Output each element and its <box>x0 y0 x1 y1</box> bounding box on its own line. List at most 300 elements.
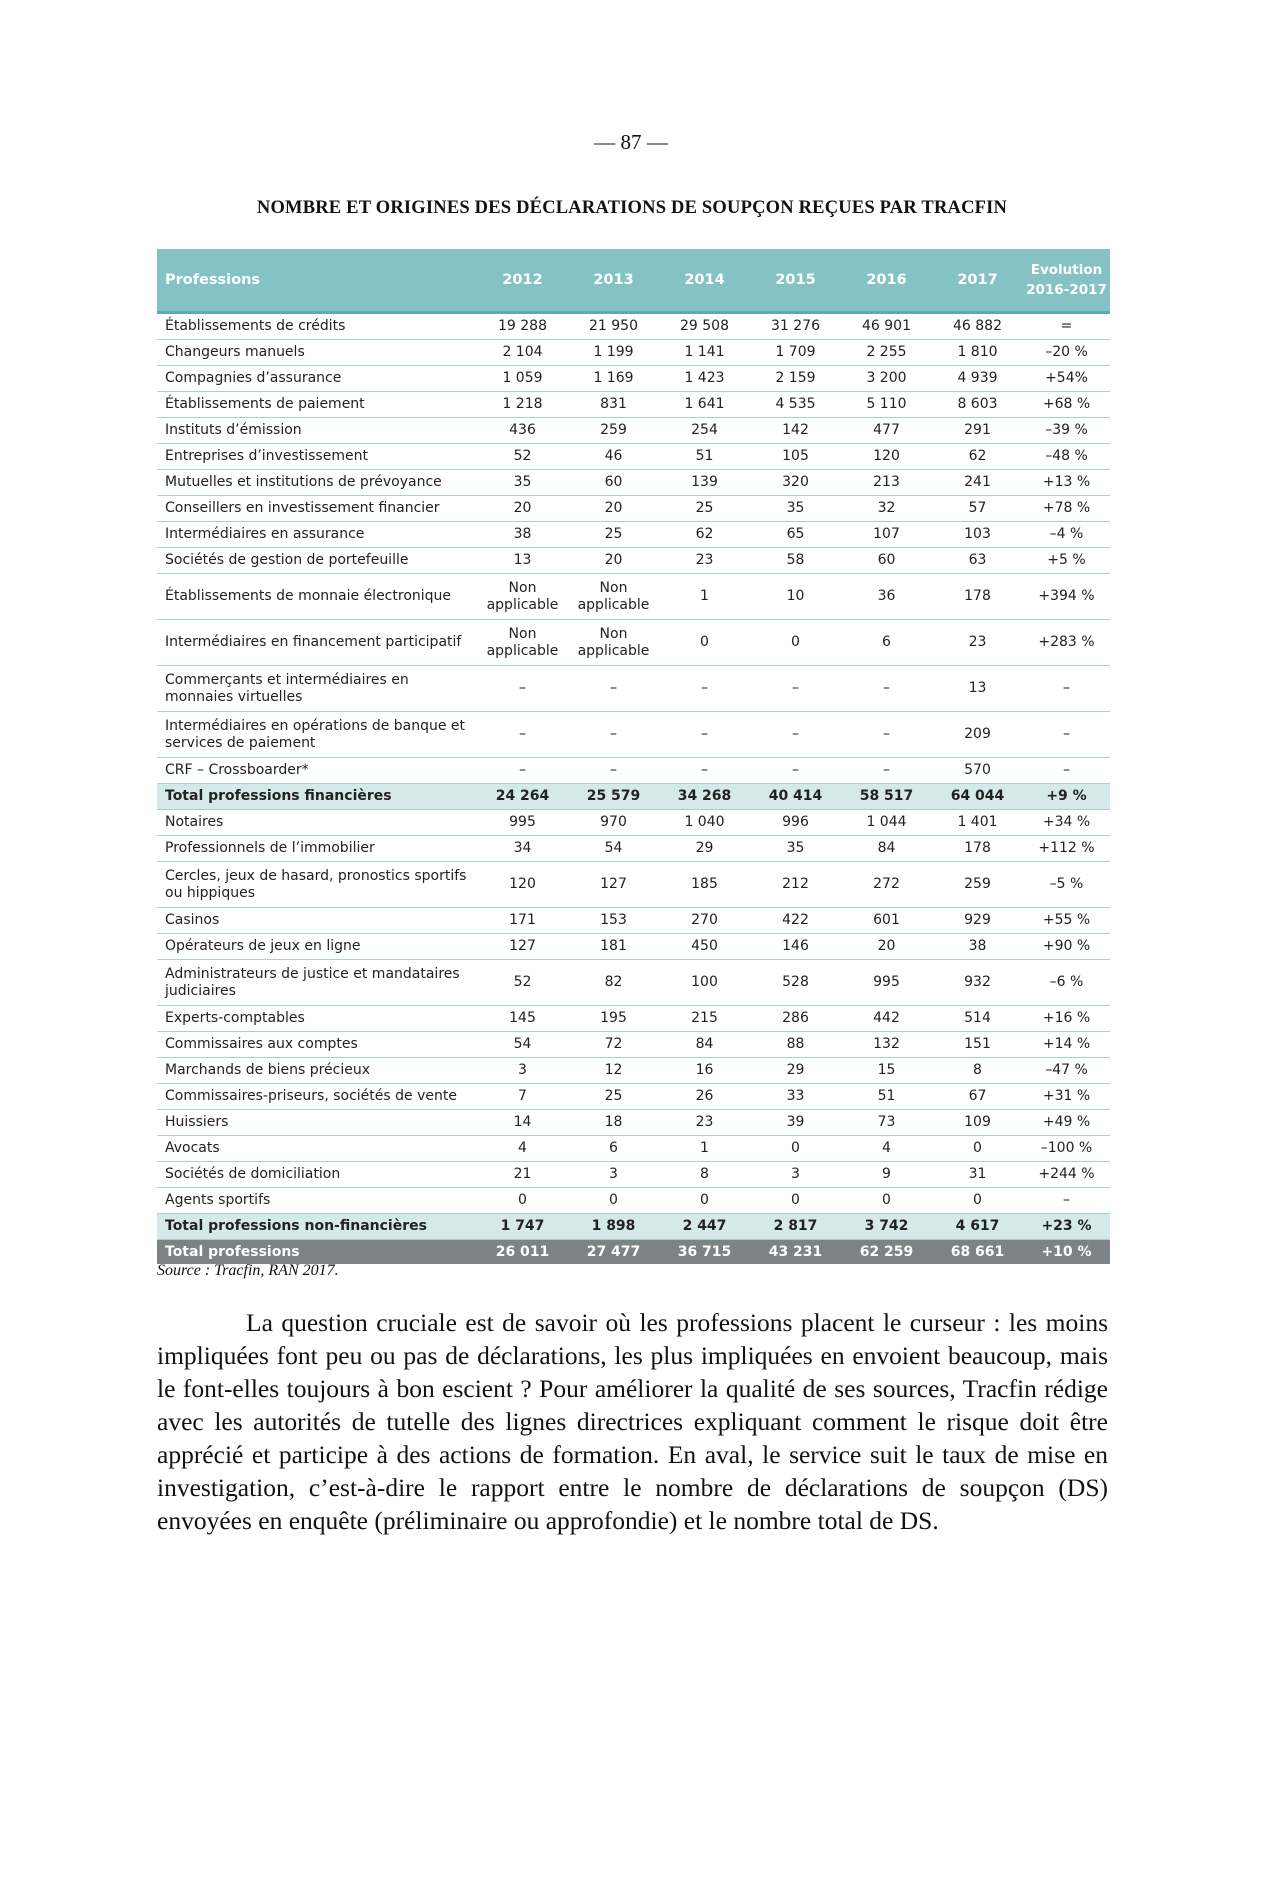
value-cell: 995 <box>841 960 932 1006</box>
value-cell: 132 <box>841 1032 932 1058</box>
value-cell: 254 <box>659 418 750 444</box>
value-cell: 26 011 <box>477 1240 568 1265</box>
profession-cell: Entreprises d’investissement <box>157 444 477 470</box>
value-cell: 151 <box>932 1032 1023 1058</box>
profession-cell: Instituts d’émission <box>157 418 477 444</box>
value-cell: 127 <box>568 862 659 908</box>
evolution-cell: –5 % <box>1023 862 1110 908</box>
value-cell: 601 <box>841 908 932 934</box>
value-cell: 436 <box>477 418 568 444</box>
table-row <box>157 1084 1110 1110</box>
profession-cell: Commerçants et intermédiaires en monnaies virtuelles <box>157 666 477 712</box>
value-cell: 0 <box>841 1188 932 1214</box>
value-cell: – <box>477 758 568 784</box>
profession-cell: Commissaires-priseurs, sociétés de vente <box>157 1084 477 1110</box>
value-cell: 995 <box>477 810 568 836</box>
value-cell: 570 <box>932 758 1023 784</box>
value-cell: 145 <box>477 1006 568 1032</box>
evolution-cell: +55 % <box>1023 908 1110 934</box>
value-cell: 1 401 <box>932 810 1023 836</box>
table-title: NOMBRE ET ORIGINES DES DÉCLARATIONS DE SOUPÇON REÇUES PAR TRACFIN <box>256 198 1008 218</box>
value-cell: 213 <box>841 470 932 496</box>
value-cell: 2 447 <box>659 1214 750 1240</box>
value-cell: 3 <box>568 1162 659 1188</box>
value-cell: 57 <box>932 496 1023 522</box>
value-cell: 25 <box>568 1084 659 1110</box>
value-cell: 25 <box>568 522 659 548</box>
value-cell: 31 <box>932 1162 1023 1188</box>
value-cell: 8 <box>659 1162 750 1188</box>
value-cell: 21 <box>477 1162 568 1188</box>
value-cell: 477 <box>841 418 932 444</box>
profession-cell: Avocats <box>157 1136 477 1162</box>
evolution-cell: +34 % <box>1023 810 1110 836</box>
value-cell: 63 <box>932 548 1023 574</box>
value-cell: 8 603 <box>932 392 1023 418</box>
value-cell: 2 159 <box>750 366 841 392</box>
header-2015: 2015 <box>750 249 841 313</box>
value-cell: 35 <box>750 836 841 862</box>
value-cell: 1 141 <box>659 340 750 366</box>
value-cell: 105 <box>750 444 841 470</box>
value-cell: 5 110 <box>841 392 932 418</box>
table-row <box>157 712 1110 758</box>
value-cell: 171 <box>477 908 568 934</box>
evolution-cell: +14 % <box>1023 1032 1110 1058</box>
value-cell: 14 <box>477 1110 568 1136</box>
value-cell: 2 817 <box>750 1214 841 1240</box>
profession-cell: Total professions <box>157 1240 477 1265</box>
profession-cell: Total professions non-financières <box>157 1214 477 1240</box>
evolution-cell: –20 % <box>1023 340 1110 366</box>
value-cell: Non applicable <box>477 620 568 666</box>
evolution-cell: +54% <box>1023 366 1110 392</box>
value-cell: 185 <box>659 862 750 908</box>
value-cell: 4 <box>841 1136 932 1162</box>
table-row <box>157 340 1110 366</box>
value-cell: 52 <box>477 960 568 1006</box>
value-cell: 178 <box>932 836 1023 862</box>
value-cell: 65 <box>750 522 841 548</box>
value-cell: 970 <box>568 810 659 836</box>
profession-cell: Établissements de monnaie électronique <box>157 574 477 620</box>
profession-cell: Changeurs manuels <box>157 340 477 366</box>
value-cell: 26 <box>659 1084 750 1110</box>
evolution-cell: – <box>1023 1188 1110 1214</box>
profession-cell: Sociétés de gestion de portefeuille <box>157 548 477 574</box>
total-all-row <box>157 1240 1110 1265</box>
value-cell: 10 <box>750 574 841 620</box>
value-cell: 62 <box>932 444 1023 470</box>
value-cell: 0 <box>659 620 750 666</box>
profession-cell: Professionnels de l’immobilier <box>157 836 477 862</box>
value-cell: 23 <box>659 1110 750 1136</box>
value-cell: 1 709 <box>750 340 841 366</box>
table-row <box>157 470 1110 496</box>
evolution-cell: – <box>1023 712 1110 758</box>
value-cell: 21 950 <box>568 313 659 340</box>
table-header-row <box>157 249 1110 313</box>
value-cell: 6 <box>841 620 932 666</box>
value-cell: 1 898 <box>568 1214 659 1240</box>
value-cell: 1 040 <box>659 810 750 836</box>
table-row <box>157 548 1110 574</box>
value-cell: 40 414 <box>750 784 841 810</box>
header-2014: 2014 <box>659 249 750 313</box>
evolution-cell: +31 % <box>1023 1084 1110 1110</box>
profession-cell: Intermédiaires en assurance <box>157 522 477 548</box>
table-row <box>157 392 1110 418</box>
value-cell: Non applicable <box>568 574 659 620</box>
value-cell: 442 <box>841 1006 932 1032</box>
value-cell: 1 747 <box>477 1214 568 1240</box>
value-cell: 4 617 <box>932 1214 1023 1240</box>
value-cell: 178 <box>932 574 1023 620</box>
value-cell: 51 <box>841 1084 932 1110</box>
table-row <box>157 1058 1110 1084</box>
evolution-cell: +90 % <box>1023 934 1110 960</box>
value-cell: 7 <box>477 1084 568 1110</box>
value-cell: 36 <box>841 574 932 620</box>
value-cell: 212 <box>750 862 841 908</box>
evolution-cell: +394 % <box>1023 574 1110 620</box>
value-cell: 1 <box>659 1136 750 1162</box>
value-cell: 51 <box>659 444 750 470</box>
value-cell: 62 259 <box>841 1240 932 1265</box>
value-cell: 27 477 <box>568 1240 659 1265</box>
value-cell: 1 423 <box>659 366 750 392</box>
value-cell: 8 <box>932 1058 1023 1084</box>
value-cell: 286 <box>750 1006 841 1032</box>
table-row <box>157 758 1110 784</box>
table-row <box>157 1110 1110 1136</box>
value-cell: 109 <box>932 1110 1023 1136</box>
value-cell: 0 <box>750 620 841 666</box>
evolution-cell: – <box>1023 758 1110 784</box>
declarations-table <box>157 249 1110 1264</box>
header-professions: Professions <box>157 249 477 313</box>
value-cell: 60 <box>568 470 659 496</box>
table-row <box>157 908 1110 934</box>
value-cell: 13 <box>932 666 1023 712</box>
value-cell: – <box>477 712 568 758</box>
evolution-cell: +68 % <box>1023 392 1110 418</box>
value-cell: 25 579 <box>568 784 659 810</box>
table-row <box>157 1006 1110 1032</box>
value-cell: 127 <box>477 934 568 960</box>
value-cell: 153 <box>568 908 659 934</box>
evolution-cell: +112 % <box>1023 836 1110 862</box>
value-cell: 422 <box>750 908 841 934</box>
value-cell: 84 <box>659 1032 750 1058</box>
value-cell: 0 <box>750 1136 841 1162</box>
table-row <box>157 444 1110 470</box>
value-cell: 139 <box>659 470 750 496</box>
value-cell: 19 288 <box>477 313 568 340</box>
value-cell: 60 <box>841 548 932 574</box>
value-cell: Non applicable <box>477 574 568 620</box>
value-cell: 46 <box>568 444 659 470</box>
value-cell: 272 <box>841 862 932 908</box>
value-cell: 450 <box>659 934 750 960</box>
value-cell: – <box>568 666 659 712</box>
value-cell: – <box>750 758 841 784</box>
value-cell: 0 <box>477 1188 568 1214</box>
value-cell: 932 <box>932 960 1023 1006</box>
value-cell: 1 044 <box>841 810 932 836</box>
table-row <box>157 666 1110 712</box>
value-cell: 68 661 <box>932 1240 1023 1265</box>
value-cell: 259 <box>932 862 1023 908</box>
value-cell: 1 641 <box>659 392 750 418</box>
value-cell: 36 715 <box>659 1240 750 1265</box>
profession-cell: Compagnies d’assurance <box>157 366 477 392</box>
header-evolution: Evolution 2016-2017 <box>1023 249 1110 313</box>
value-cell: 64 044 <box>932 784 1023 810</box>
value-cell: 13 <box>477 548 568 574</box>
value-cell: 52 <box>477 444 568 470</box>
profession-cell: Sociétés de domiciliation <box>157 1162 477 1188</box>
profession-cell: Établissements de paiement <box>157 392 477 418</box>
table-body <box>157 313 1110 1265</box>
table-row <box>157 810 1110 836</box>
evolution-cell: –39 % <box>1023 418 1110 444</box>
value-cell: 62 <box>659 522 750 548</box>
value-cell: – <box>750 666 841 712</box>
value-cell: 18 <box>568 1110 659 1136</box>
value-cell: 120 <box>477 862 568 908</box>
value-cell: 35 <box>477 470 568 496</box>
profession-cell: Agents sportifs <box>157 1188 477 1214</box>
value-cell: 20 <box>841 934 932 960</box>
value-cell: – <box>659 666 750 712</box>
table-row <box>157 574 1110 620</box>
profession-cell: Casinos <box>157 908 477 934</box>
value-cell: 38 <box>932 934 1023 960</box>
value-cell: 0 <box>932 1188 1023 1214</box>
profession-cell: Cercles, jeux de hasard, pronostics sportifs ou hippiques <box>157 862 477 908</box>
value-cell: 215 <box>659 1006 750 1032</box>
value-cell: 20 <box>568 548 659 574</box>
value-cell: 73 <box>841 1110 932 1136</box>
value-cell: – <box>841 712 932 758</box>
page-number: — 87 — <box>594 130 668 154</box>
evolution-cell: –48 % <box>1023 444 1110 470</box>
evolution-cell: +5 % <box>1023 548 1110 574</box>
table-row <box>157 1162 1110 1188</box>
value-cell: 20 <box>568 496 659 522</box>
value-cell: 23 <box>659 548 750 574</box>
value-cell: 209 <box>932 712 1023 758</box>
profession-cell: Huissiers <box>157 1110 477 1136</box>
value-cell: 34 268 <box>659 784 750 810</box>
value-cell: 38 <box>477 522 568 548</box>
declarations-table-container <box>157 249 1110 1264</box>
table-row <box>157 862 1110 908</box>
value-cell: 996 <box>750 810 841 836</box>
value-cell: 35 <box>750 496 841 522</box>
profession-cell: Intermédiaires en opérations de banque et services de paiement <box>157 712 477 758</box>
value-cell: 34 <box>477 836 568 862</box>
value-cell: 6 <box>568 1136 659 1162</box>
profession-cell: Administrateurs de justice et mandataires judiciaires <box>157 960 477 1006</box>
evolution-cell: +13 % <box>1023 470 1110 496</box>
value-cell: 0 <box>750 1188 841 1214</box>
table-row <box>157 522 1110 548</box>
value-cell: 929 <box>932 908 1023 934</box>
value-cell: 528 <box>750 960 841 1006</box>
value-cell: 72 <box>568 1032 659 1058</box>
profession-cell: Experts-comptables <box>157 1006 477 1032</box>
value-cell: – <box>841 666 932 712</box>
table-row <box>157 1188 1110 1214</box>
value-cell: 25 <box>659 496 750 522</box>
table-row <box>157 960 1110 1006</box>
value-cell: 32 <box>841 496 932 522</box>
value-cell: – <box>659 758 750 784</box>
value-cell: 1 218 <box>477 392 568 418</box>
value-cell: 3 <box>750 1162 841 1188</box>
evolution-cell: – <box>1023 666 1110 712</box>
source-note: Source : Tracfin, RAN 2017. <box>157 1262 339 1279</box>
value-cell: 831 <box>568 392 659 418</box>
value-cell: – <box>568 712 659 758</box>
evolution-cell: +23 % <box>1023 1214 1110 1240</box>
value-cell: 142 <box>750 418 841 444</box>
table-row <box>157 934 1110 960</box>
evolution-cell: +78 % <box>1023 496 1110 522</box>
total-fin-row <box>157 784 1110 810</box>
profession-cell: Conseillers en investissement financier <box>157 496 477 522</box>
profession-cell: Marchands de biens précieux <box>157 1058 477 1084</box>
value-cell: 20 <box>477 496 568 522</box>
value-cell: 514 <box>932 1006 1023 1032</box>
value-cell: 291 <box>932 418 1023 444</box>
value-cell: 2 255 <box>841 340 932 366</box>
value-cell: 0 <box>568 1188 659 1214</box>
header-2012: 2012 <box>477 249 568 313</box>
value-cell: 107 <box>841 522 932 548</box>
table-row <box>157 620 1110 666</box>
value-cell: 2 104 <box>477 340 568 366</box>
value-cell: 3 742 <box>841 1214 932 1240</box>
profession-cell: Intermédiaires en financement participatif <box>157 620 477 666</box>
value-cell: 31 276 <box>750 313 841 340</box>
value-cell: 270 <box>659 908 750 934</box>
value-cell: 29 <box>750 1058 841 1084</box>
value-cell: 3 200 <box>841 366 932 392</box>
table-row <box>157 1136 1110 1162</box>
value-cell: 4 939 <box>932 366 1023 392</box>
profession-cell: CRF – Crossboarder* <box>157 758 477 784</box>
table-row <box>157 496 1110 522</box>
value-cell: 43 231 <box>750 1240 841 1265</box>
value-cell: 4 <box>477 1136 568 1162</box>
header-2017: 2017 <box>932 249 1023 313</box>
value-cell: – <box>568 758 659 784</box>
header-2013: 2013 <box>568 249 659 313</box>
header-2016: 2016 <box>841 249 932 313</box>
table-row <box>157 836 1110 862</box>
value-cell: 241 <box>932 470 1023 496</box>
value-cell: 58 <box>750 548 841 574</box>
body-paragraph: La question cruciale est de savoir où les professions placent le curseur : les moins impliquées font peu ou pas de déclarations, les plus impliquées en envoient beaucoup, mais le font-elles toujours à bon escient ? Pour améliorer la qualité de ses sources, Tracfin rédige avec les autorités de tutelle des lignes directrices expliquant comment le risque doit être apprécié et participe à des actions de formation. En aval, le service suit le taux de mise en investigation, c’est-à-dire le rapport entre le nombre de déclarations de soupçon (DS) envoyées en enquête (préliminaire ou approfondie) et le nombre total de DS. <box>157 1308 1108 1535</box>
evolution-cell: –100 % <box>1023 1136 1110 1162</box>
value-cell: – <box>750 712 841 758</box>
evolution-cell: –4 % <box>1023 522 1110 548</box>
value-cell: 146 <box>750 934 841 960</box>
value-cell: 54 <box>568 836 659 862</box>
value-cell: – <box>659 712 750 758</box>
value-cell: 58 517 <box>841 784 932 810</box>
table-row <box>157 366 1110 392</box>
table-row <box>157 313 1110 340</box>
value-cell: 12 <box>568 1058 659 1084</box>
value-cell: 1 199 <box>568 340 659 366</box>
value-cell: 67 <box>932 1084 1023 1110</box>
value-cell: 29 508 <box>659 313 750 340</box>
profession-cell: Commissaires aux comptes <box>157 1032 477 1058</box>
profession-cell: Opérateurs de jeux en ligne <box>157 934 477 960</box>
evolution-cell: –6 % <box>1023 960 1110 1006</box>
value-cell: 16 <box>659 1058 750 1084</box>
value-cell: 1 810 <box>932 340 1023 366</box>
value-cell: 103 <box>932 522 1023 548</box>
value-cell: 1 <box>659 574 750 620</box>
evolution-cell: +244 % <box>1023 1162 1110 1188</box>
table-row <box>157 1032 1110 1058</box>
evolution-cell: +9 % <box>1023 784 1110 810</box>
value-cell: 0 <box>932 1136 1023 1162</box>
evolution-cell: +10 % <box>1023 1240 1110 1265</box>
value-cell: 259 <box>568 418 659 444</box>
value-cell: 88 <box>750 1032 841 1058</box>
value-cell: 195 <box>568 1006 659 1032</box>
profession-cell: Notaires <box>157 810 477 836</box>
value-cell: – <box>477 666 568 712</box>
value-cell: 46 882 <box>932 313 1023 340</box>
value-cell: 33 <box>750 1084 841 1110</box>
value-cell: 120 <box>841 444 932 470</box>
evolution-cell: +283 % <box>1023 620 1110 666</box>
value-cell: 1 169 <box>568 366 659 392</box>
evolution-cell: –47 % <box>1023 1058 1110 1084</box>
value-cell: 100 <box>659 960 750 1006</box>
value-cell: 3 <box>477 1058 568 1084</box>
value-cell: 54 <box>477 1032 568 1058</box>
value-cell: 39 <box>750 1110 841 1136</box>
value-cell: 15 <box>841 1058 932 1084</box>
value-cell: 1 059 <box>477 366 568 392</box>
value-cell: 29 <box>659 836 750 862</box>
value-cell: 320 <box>750 470 841 496</box>
value-cell: 23 <box>932 620 1023 666</box>
value-cell: 24 264 <box>477 784 568 810</box>
evolution-cell: +49 % <box>1023 1110 1110 1136</box>
value-cell: 9 <box>841 1162 932 1188</box>
profession-cell: Établissements de crédits <box>157 313 477 340</box>
value-cell: 181 <box>568 934 659 960</box>
evolution-cell: +16 % <box>1023 1006 1110 1032</box>
value-cell: Non applicable <box>568 620 659 666</box>
table-row <box>157 418 1110 444</box>
total-nonfin-row <box>157 1214 1110 1240</box>
value-cell: 82 <box>568 960 659 1006</box>
profession-cell: Total professions financières <box>157 784 477 810</box>
evolution-cell: = <box>1023 313 1110 340</box>
value-cell: – <box>841 758 932 784</box>
value-cell: 46 901 <box>841 313 932 340</box>
